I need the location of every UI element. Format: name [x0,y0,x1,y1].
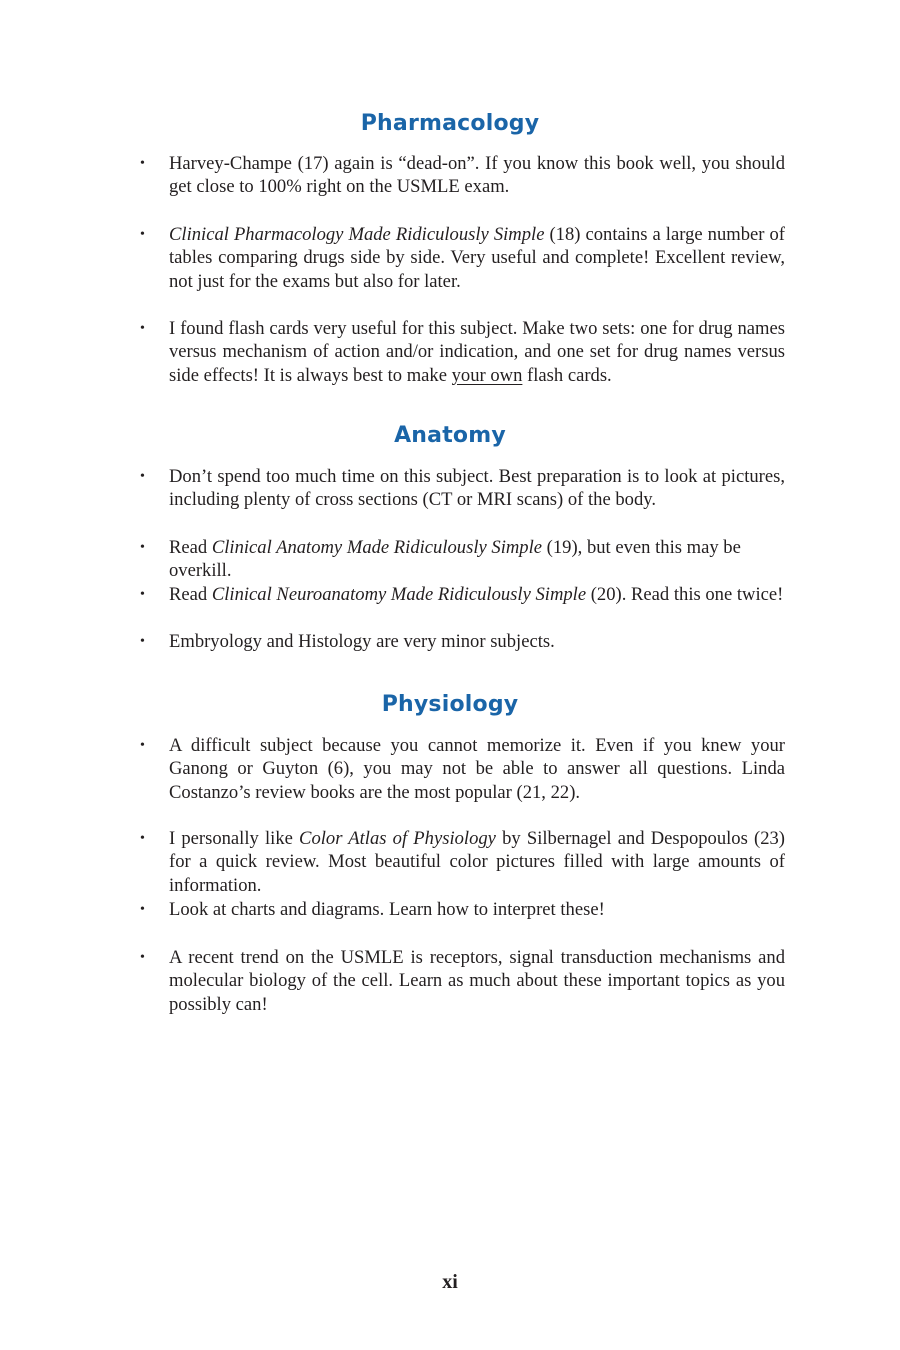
bullet-text: Embryology and Histology are very minor subjects. [169,631,555,652]
bullet-text: I found flash cards very useful for this subject. Make two sets: one for drug names versus mechanism of action and/or indication, and one set for drug names versus side effects! It is always best to make your own flash cards. [169,318,785,386]
section-heading-anatomy: Anatomy [394,423,506,448]
bullet-text: I personally like Color Atlas of Physiology by Silbernagel and Despopoulos (23) for a quick review. Most beautiful color pictures filled with large amounts of information. [169,828,785,896]
bullet-item [140,630,785,653]
book-title: Clinical Pharmacology Made Ridiculously Simple [169,224,545,245]
bullet-item [140,827,785,897]
bullet-item [140,583,785,606]
book-title: Color Atlas of Physiology [299,828,496,849]
bullet-text: Harvey-Champe (17) again is “dead-on”. If you know this book well, you should get close to 100% right on the USMLE exam. [169,153,785,198]
section-heading-pharmacology: Pharmacology [360,111,540,136]
bullet-icon: • [140,469,145,484]
book-title: Clinical Neuroanatomy Made Ridiculously Simple [211,584,587,605]
bullet-icon: • [140,902,145,917]
bullet-text: Read Clinical Neuroanatomy Made Ridiculously Simple (20). Read this one twice! [169,584,784,605]
bullet-text: A recent trend on the USMLE is receptors, signal transduction mechanisms and molecular biology of the cell. Learn as much about these important topics as you possibly can! [169,947,785,1015]
bullet-item [140,317,785,387]
bullet-icon: • [140,321,145,336]
bullet-item [140,223,785,293]
bullet-text: Don’t spend too much time on this subject. Best preparation is to look at pictures, including plenty of cross sections (CT or MRI scans) of the body. [169,466,785,511]
bullet-text: A difficult subject because you cannot memorize it. Even if you knew your Ganong or Guyton (6), you may not be able to answer all questions. Linda Costanzo’s review books are the most popular (21, 22). [169,735,785,803]
bullet-item [140,734,785,804]
bullet-text: Look at charts and diagrams. Learn how to interpret these! [169,899,605,920]
bullet-text: Clinical Pharmacology Made Ridiculously Simple (18) contains a large number of tables comparing drugs side by side. Very useful and complete! Excellent review, not just for the exams but also for later. [169,224,786,292]
bullet-item [140,898,785,921]
bullet-icon: • [140,831,145,846]
bullet-icon: • [140,227,145,242]
bullet-item [140,536,785,583]
bullet-item [140,465,785,512]
bullet-item [140,152,785,199]
bullet-text: Read Clinical Anatomy Made Ridiculously Simple (19), but even this may be overkill. [169,537,741,582]
bullet-icon: • [140,587,145,602]
section-heading-physiology: Physiology [381,692,519,717]
book-title: Clinical Anatomy Made Ridiculously Simple [211,537,543,558]
page-number: xi [442,1271,458,1293]
bullet-icon: • [140,950,145,965]
bullet-icon: • [140,634,145,649]
emphasis-underline: your own [451,364,523,386]
bullet-icon: • [140,540,145,555]
bullet-icon: • [140,738,145,753]
bullet-item [140,946,785,1016]
bullet-icon: • [140,156,145,171]
